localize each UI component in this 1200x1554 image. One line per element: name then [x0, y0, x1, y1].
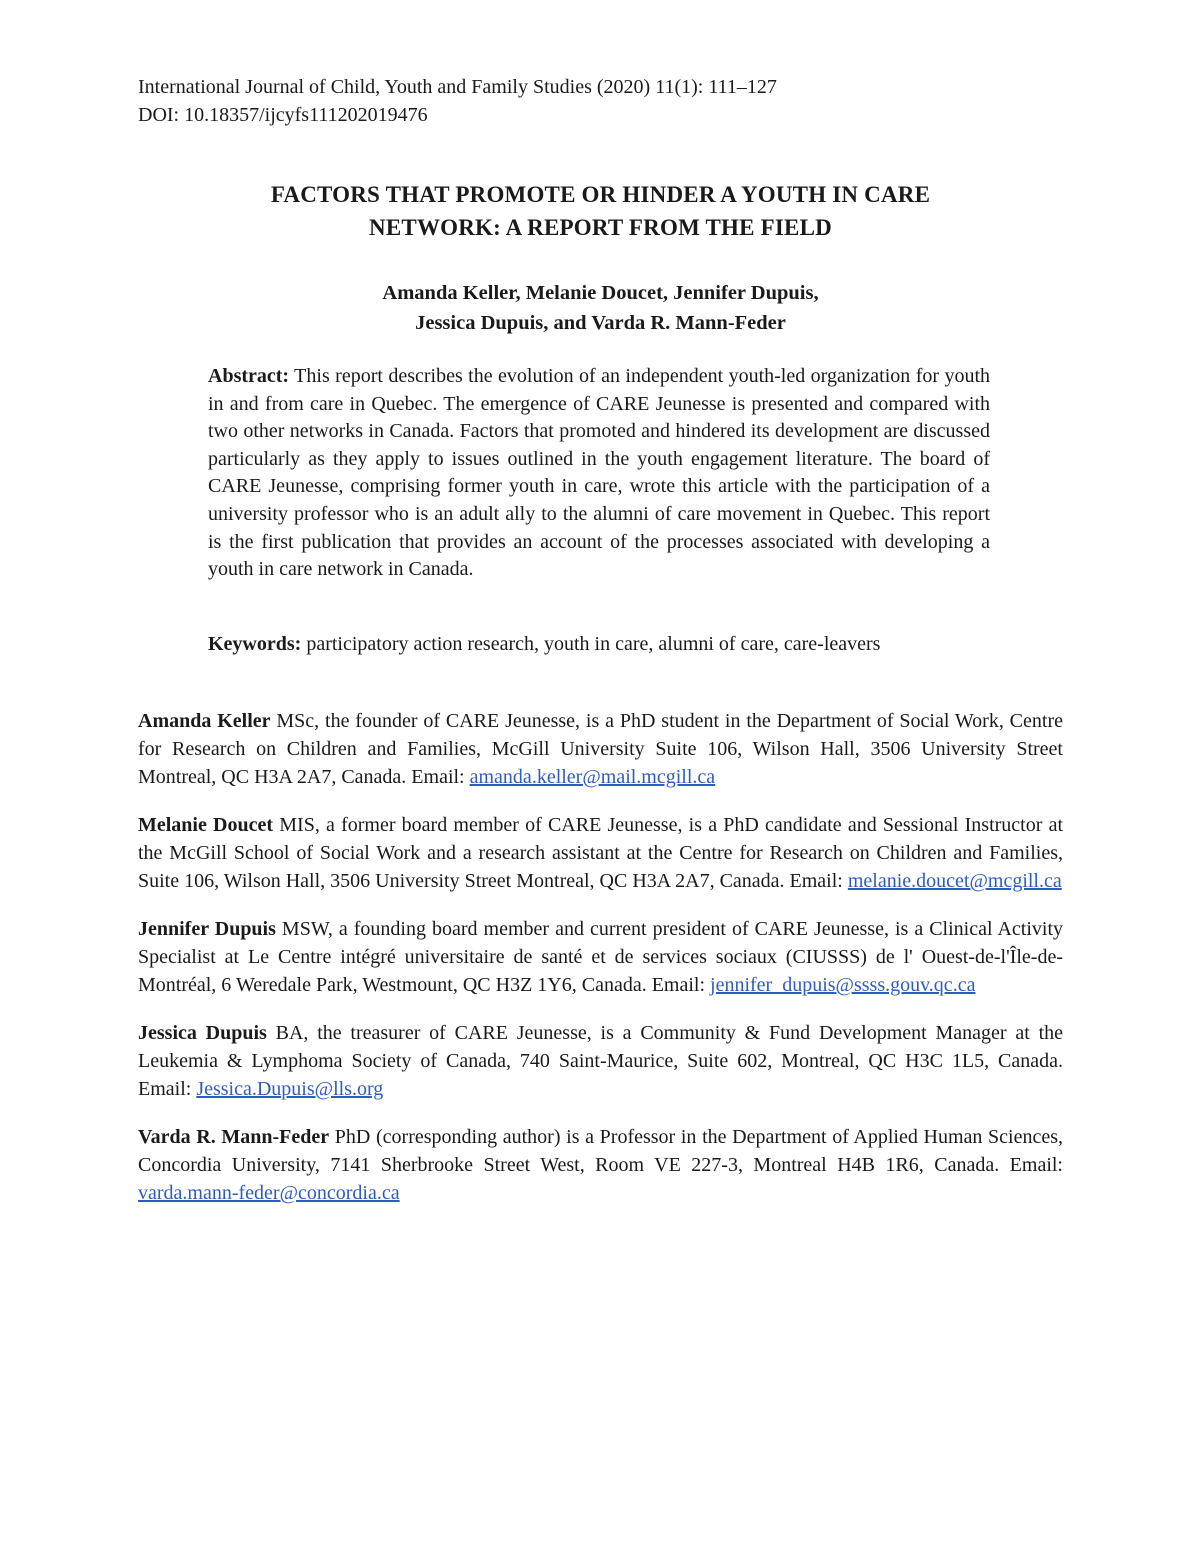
author-name: Amanda Keller: [138, 710, 271, 733]
author-name: Jessica Dupuis: [138, 1022, 267, 1045]
abstract-block: [208, 363, 990, 584]
authors-line2: Jessica Dupuis, and Varda R. Mann-Feder: [415, 312, 786, 334]
paper-title-line1: FACTORS THAT PROMOTE OR HINDER A YOUTH IN CARE: [270, 182, 931, 207]
authors-list: [138, 278, 1063, 338]
abstract-label: Abstract:: [208, 365, 290, 387]
keywords-label: Keywords:: [208, 632, 302, 655]
keywords-block: [208, 631, 990, 659]
paper-title: [138, 178, 1063, 244]
email-link[interactable]: Jessica.Dupuis@lls.org: [196, 1078, 384, 1101]
email-link[interactable]: melanie.doucet@mcgill.ca: [847, 870, 1062, 893]
author-name: Jennifer Dupuis: [138, 918, 276, 941]
abstract-text: This report describes the evolution of an independent youth-led organization for youth in and from care in Quebec. The emergence of CARE Jeunesse is presented and compared with two other networks in Canada. Factors that promoted and hindered its development are discussed particularly as they apply to issues outlined in the youth engagement literature. The board of CARE Jeunesse, comprising former youth in care, wrote this article with the participation of a university professor who is an adult ally to the alumni of care movement in Quebec. This report is the first publication that provides an account of the processes associated with developing a youth in care network in Canada.: [208, 365, 990, 581]
email-link[interactable]: jennifer_dupuis@ssss.gouv.qc.ca: [710, 974, 976, 997]
authors-line1: Amanda Keller, Melanie Doucet, Jennifer Dupuis,: [382, 282, 819, 304]
author-bios: [138, 707, 1063, 1207]
journal-header: [138, 73, 1063, 129]
bio-paragraph-melanie-doucet: [138, 811, 1063, 895]
author-name: Varda R. Mann-Feder: [138, 1126, 330, 1149]
bio-text: MSc, the founder of CARE Jeunesse, is a PhD student in the Department of Social Work, Centre for Research on Children and Families, McGill University Suite 106, Wilson Hall, 3506 University Street Montreal, QC H3A 2A7, Canada. Email:: [138, 710, 1063, 789]
email-link[interactable]: varda.mann-feder@concordia.ca: [138, 1182, 400, 1205]
bio-paragraph-jessica-dupuis: [138, 1019, 1063, 1103]
keywords-text: participatory action research, youth in care, alumni of care, care-leavers: [306, 632, 881, 655]
bio-text: BA, the treasurer of CARE Jeunesse, is a Community & Fund Development Manager at the Leukemia & Lymphoma Society of Canada, 740 Saint-Maurice, Suite 602, Montreal, QC H3C 1L5, Canada. Email:: [138, 1022, 1064, 1101]
bio-text: MSW, a founding board member and current president of CARE Jeunesse, is a Clinical Activity Specialist at Le Centre intégré universitaire de santé et de services sociaux (CIUSSS) de l' Ouest-de-l'Île-de-Montréal, 6 Weredale Park, Westmount, QC H3Z 1Y6, Canada. Email:: [138, 918, 1063, 997]
bio-paragraph-amanda-keller: [138, 707, 1063, 791]
paper-title-line2: NETWORK: A REPORT FROM THE FIELD: [369, 215, 832, 240]
doi-line: DOI: 10.18357/ijcyfs111202019476: [138, 104, 428, 126]
bio-paragraph-varda-mann-feder: [138, 1123, 1063, 1207]
journal-line: International Journal of Child, Youth and Family Studies (2020) 11(1): 111–127: [138, 76, 777, 98]
bio-paragraph-jennifer-dupuis: [138, 915, 1063, 999]
email-link[interactable]: amanda.keller@mail.mcgill.ca: [469, 766, 716, 789]
bio-text: MIS, a former board member of CARE Jeunesse, is a PhD candidate and Sessional Instructor at the McGill School of Social Work and a research assistant at the Centre for Research on Children and Families, Suite 106, Wilson Hall, 3506 University Street Montreal, QC H3A 2A7, Canada. Email:: [138, 814, 1064, 893]
bio-text: PhD (corresponding author) is a Professor in the Department of Applied Human Sciences, Concordia University, 7141 Sherbrooke Street West, Room VE 227-3, Montreal H4B 1R6, Canada. Email:: [138, 1126, 1064, 1177]
author-name: Melanie Doucet: [138, 814, 274, 837]
